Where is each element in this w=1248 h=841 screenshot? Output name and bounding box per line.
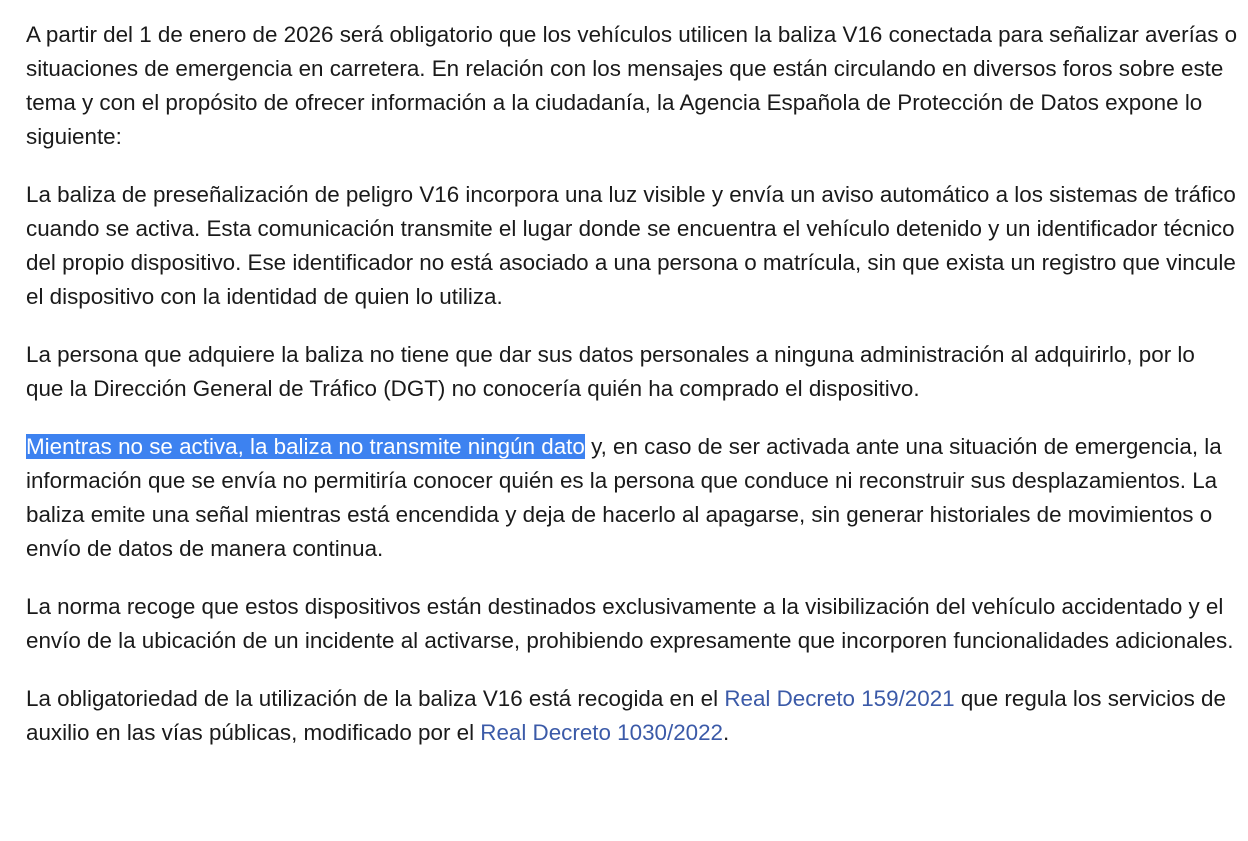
real-decreto-1030-2022-link[interactable]: Real Decreto 1030/2022 (480, 720, 724, 745)
paragraph-intro: A partir del 1 de enero de 2026 será obligatorio que los vehículos utilicen la baliza V16 conectada para señalizar averías o situaciones de emergencia en carretera. En relación con los mensajes que están circulando en diversos foros sobre este tema y con el propósito de ofrecer información a la ciudadanía, la Agencia Española de Protección de Datos expone lo siguiente: (26, 22, 1238, 149)
selected-text[interactable]: Mientras no se activa, la baliza no transmite ningún dato (26, 434, 585, 459)
paragraph-purchase-privacy: La persona que adquiere la baliza no tiene que dar sus datos personales a ninguna administración al adquirirlo, por lo que la Dirección General de Tráfico (DGT) no conocería quién ha comprado el dispositivo. (26, 342, 1195, 401)
paragraph-baliza-description: La baliza de preseñalización de peligro V16 incorpora una luz visible y envía un aviso automático a los sistemas de tráfico cuando se activa. Esta comunicación transmite el lugar donde se encuentra el vehículo detenido y un identificador técnico del propio dispositivo. Ese identificador no está asociado a una persona o matrícula, sin que exista un registro que vincule el dispositivo con la identidad de quien lo utiliza. (26, 182, 1236, 309)
real-decreto-159-2021-link[interactable]: Real Decreto 159/2021 (724, 686, 955, 711)
legal-text-start: La obligatoriedad de la utilización de la baliza V16 está recogida en el (26, 686, 725, 711)
paragraph-transmission-rest: y, en caso de ser activada ante una situación de emergencia, la información que se envía no permitiría conocer quién es la persona que conduce ni reconstruir sus desplazamientos. La baliza emite una señal mientras está encendida y deja de hacerlo al apagarse, sin generar historiales de movimientos o envío de datos de manera continua. (26, 434, 1222, 561)
article-body (26, 18, 1238, 774)
paragraph-transmission (26, 430, 1238, 566)
legal-text-end: . (723, 720, 730, 745)
legal-text-middle: que regula los servicios de auxilio en las vías públicas, modificado por el (26, 686, 1226, 745)
paragraph-legal-basis (26, 682, 1238, 750)
paragraph-regulation-purpose: La norma recoge que estos dispositivos están destinados exclusivamente a la visibilización del vehículo accidentado y el envío de la ubicación de un incidente al activarse, prohibiendo expresamente que incorporen funcionalidades adicionales. (26, 594, 1234, 653)
